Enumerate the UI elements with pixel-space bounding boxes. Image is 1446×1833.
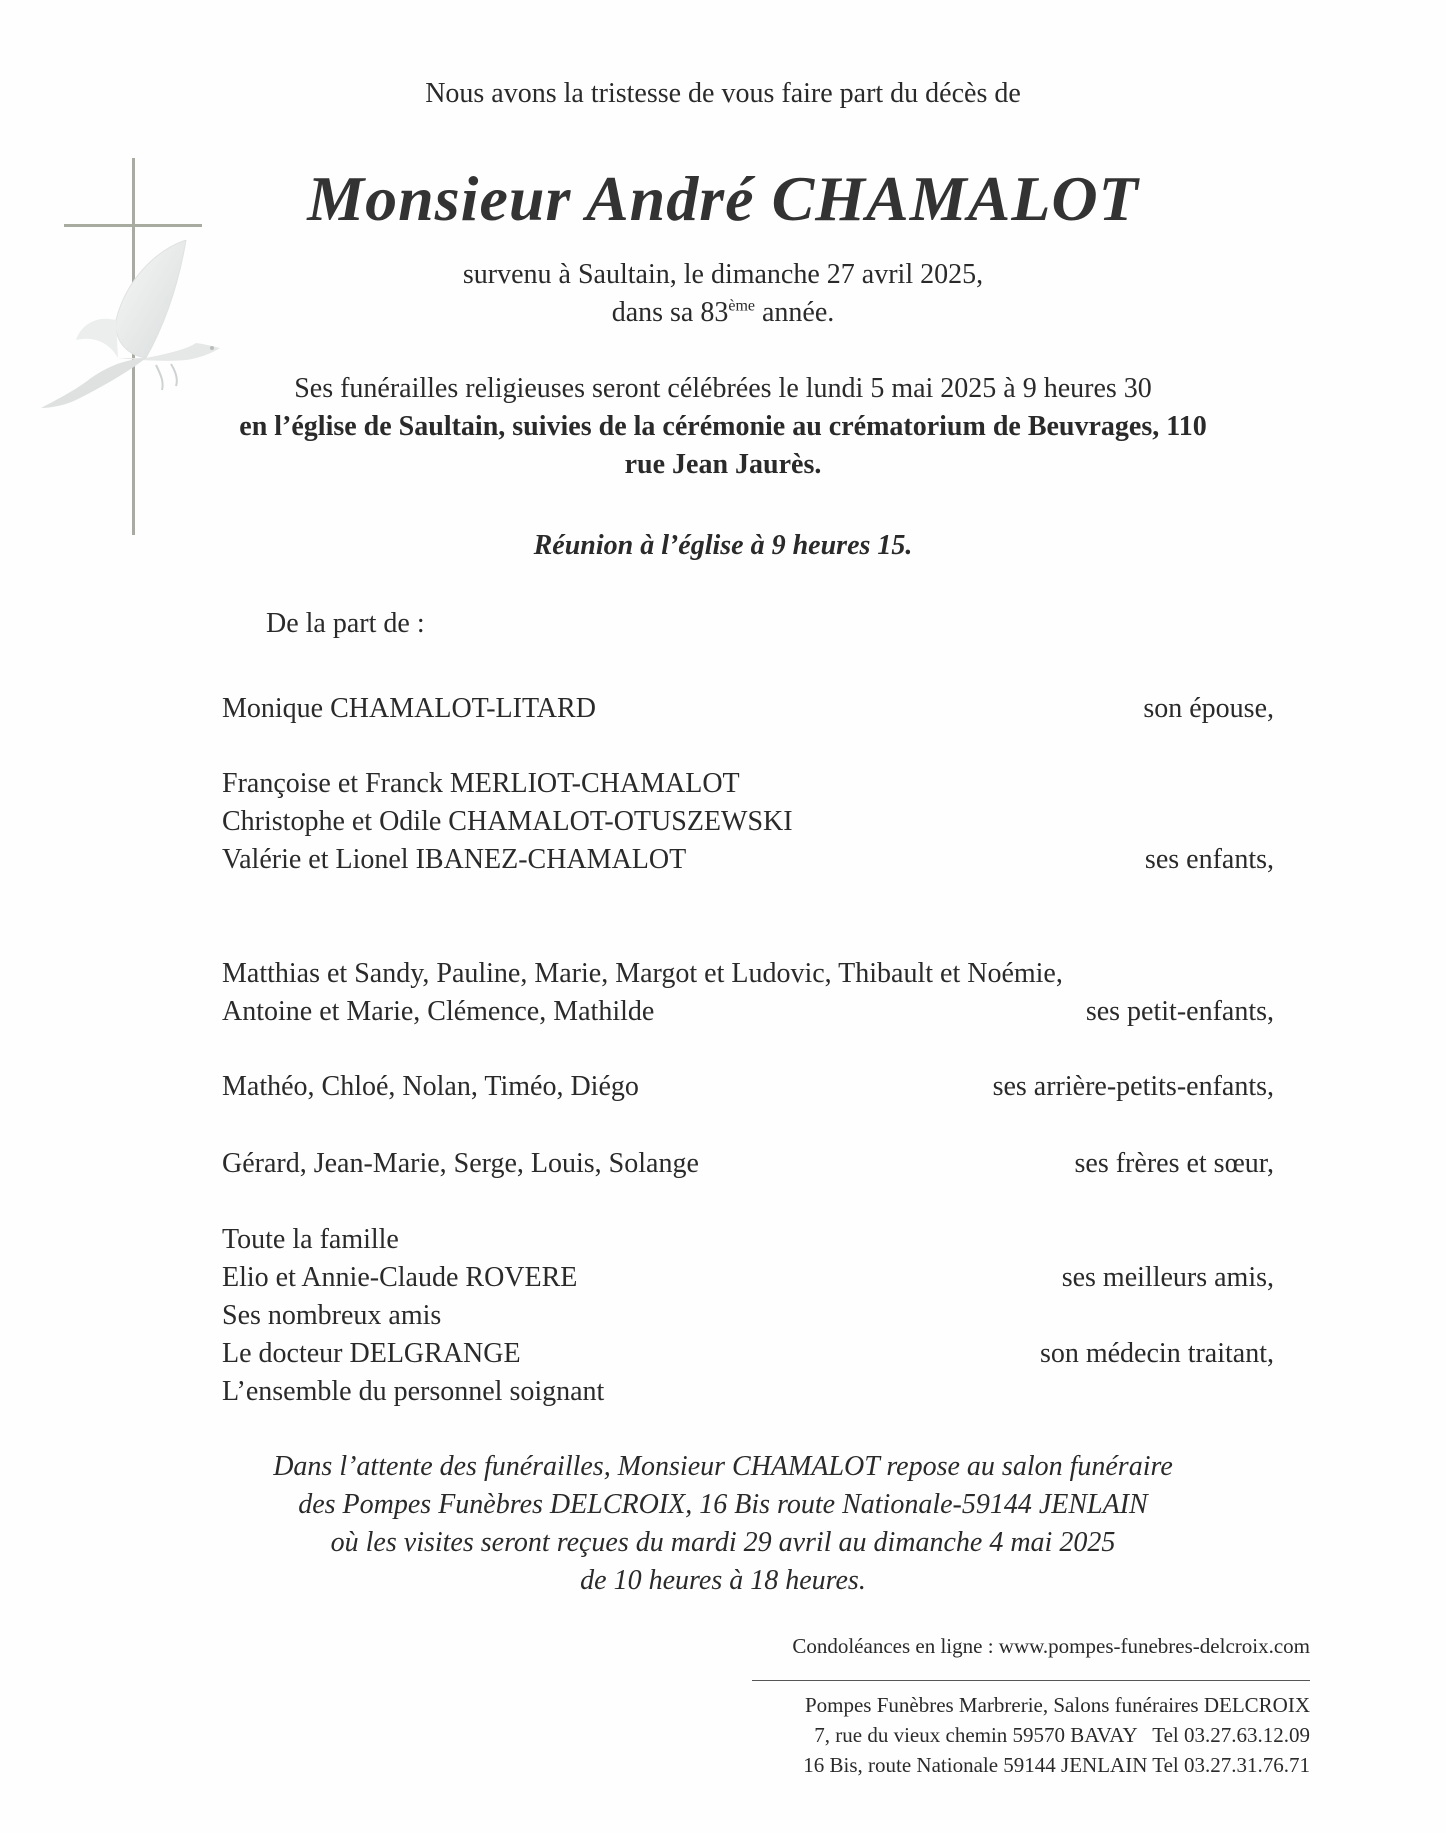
family-names: Valérie et Lionel IBANEZ-CHAMALOT	[222, 844, 687, 875]
family-row	[222, 690, 1274, 728]
family-names: Gérard, Jean-Marie, Serge, Louis, Solange	[222, 1148, 699, 1179]
family-relation: son épouse,	[1143, 693, 1274, 724]
family-names: Mathéo, Chloé, Nolan, Timéo, Diégo	[222, 1071, 639, 1102]
family-names: L’ensemble du personnel soignant	[222, 1376, 605, 1407]
family-relation: ses frères et sœur,	[1074, 1148, 1274, 1179]
family-relation: ses enfants,	[1144, 844, 1274, 875]
condolences-link[interactable]: Condoléances en ligne : www.pompes-funebres-delcroix.com	[792, 1634, 1310, 1658]
family-relation: son médecin traitant,	[1039, 1338, 1274, 1369]
family-names: Monique CHAMALOT-LITARD	[222, 693, 596, 724]
family-row	[222, 993, 1274, 1031]
age-line-start: dans sa 83	[611, 297, 729, 328]
family-names: Antoine et Marie, Clémence, Mathilde	[222, 996, 655, 1027]
family-names: Ses nombreux amis	[222, 1300, 442, 1331]
family-relation: ses meilleurs amis,	[1061, 1262, 1274, 1293]
family-grandchildren	[222, 955, 1274, 1031]
family-row	[222, 1335, 1274, 1373]
family-names: Françoise et Franck MERLIOT-CHAMALOT	[222, 768, 740, 799]
family-row	[222, 1259, 1274, 1297]
company-line-3: 16 Bis, route Nationale 59144 JENLAIN Tel 03.27.31.76.71	[803, 1753, 1310, 1777]
family-great-grandchildren	[222, 1068, 1274, 1106]
company-line-2: 7, rue du vieux chemin 59570 BAVAY Tel 03.27.63.12.09	[814, 1723, 1310, 1747]
family-names: Toute la famille	[222, 1224, 399, 1255]
family-row	[222, 1068, 1274, 1106]
age-line	[0, 294, 1446, 332]
family-row	[222, 955, 1274, 993]
family-relation: ses petit-enfants,	[1085, 996, 1274, 1027]
family-names: Christophe et Odile CHAMALOT-OTUSZEWSKI	[222, 806, 793, 837]
family-relation: ses arrière-petits-enfants,	[992, 1071, 1274, 1102]
divider	[752, 1680, 1310, 1681]
funeral-line-2: en l’église de Saultain, suivies de la cérémonie au crématorium de Beuvrages, 110	[239, 411, 1207, 442]
family-row	[222, 1145, 1274, 1183]
from-label: De la part de :	[266, 608, 425, 639]
funeral-line-3: rue Jean Jaurès.	[624, 449, 822, 480]
company-info	[803, 1690, 1310, 1780]
family-spouse	[222, 690, 1274, 728]
death-place-date: survenu à Saultain, le dimanche 27 avril 2025,	[462, 259, 984, 290]
company-line-1: Pompes Funèbres Marbrerie, Salons funéraires DELCROIX	[804, 1693, 1310, 1717]
family-row	[222, 803, 1274, 841]
funeral-home-info	[0, 1448, 1446, 1600]
funeral-home-line-1: Dans l’attente des funérailles, Monsieur CHAMALOT repose au salon funéraire	[273, 1451, 1173, 1482]
family-children	[222, 765, 1274, 879]
reunion-time: Réunion à l’église à 9 heures 15.	[533, 530, 913, 561]
family-row	[222, 1297, 1274, 1335]
family-others	[222, 1221, 1274, 1411]
family-row	[222, 841, 1274, 879]
family-names: Matthias et Sandy, Pauline, Marie, Margot et Ludovic, Thibault et Noémie,	[222, 958, 1063, 989]
family-row	[222, 1373, 1274, 1411]
funeral-home-line-3: où les visites seront reçues du mardi 29 avril au dimanche 4 mai 2025	[330, 1527, 1116, 1558]
funeral-line-1: Ses funérailles religieuses seront célébrées le lundi 5 mai 2025 à 9 heures 30	[294, 373, 1152, 404]
age-line-end: année.	[755, 297, 835, 328]
intro-text: Nous avons la tristesse de vous faire part du décès de	[425, 78, 1021, 109]
family-names: Le docteur DELGRANGE	[222, 1338, 521, 1369]
funeral-home-line-4: de 10 heures à 18 heures.	[580, 1565, 866, 1596]
funeral-home-line-2: des Pompes Funèbres DELCROIX, 16 Bis route Nationale-59144 JENLAIN	[298, 1489, 1148, 1520]
family-names: Elio et Annie-Claude ROVERE	[222, 1262, 578, 1293]
family-row	[222, 765, 1274, 803]
family-siblings	[222, 1145, 1274, 1183]
deceased-name: Monsieur André CHAMALOT	[307, 163, 1139, 234]
age-line-sup: ème	[728, 297, 755, 315]
funeral-info	[0, 370, 1446, 484]
family-row	[222, 1221, 1274, 1259]
